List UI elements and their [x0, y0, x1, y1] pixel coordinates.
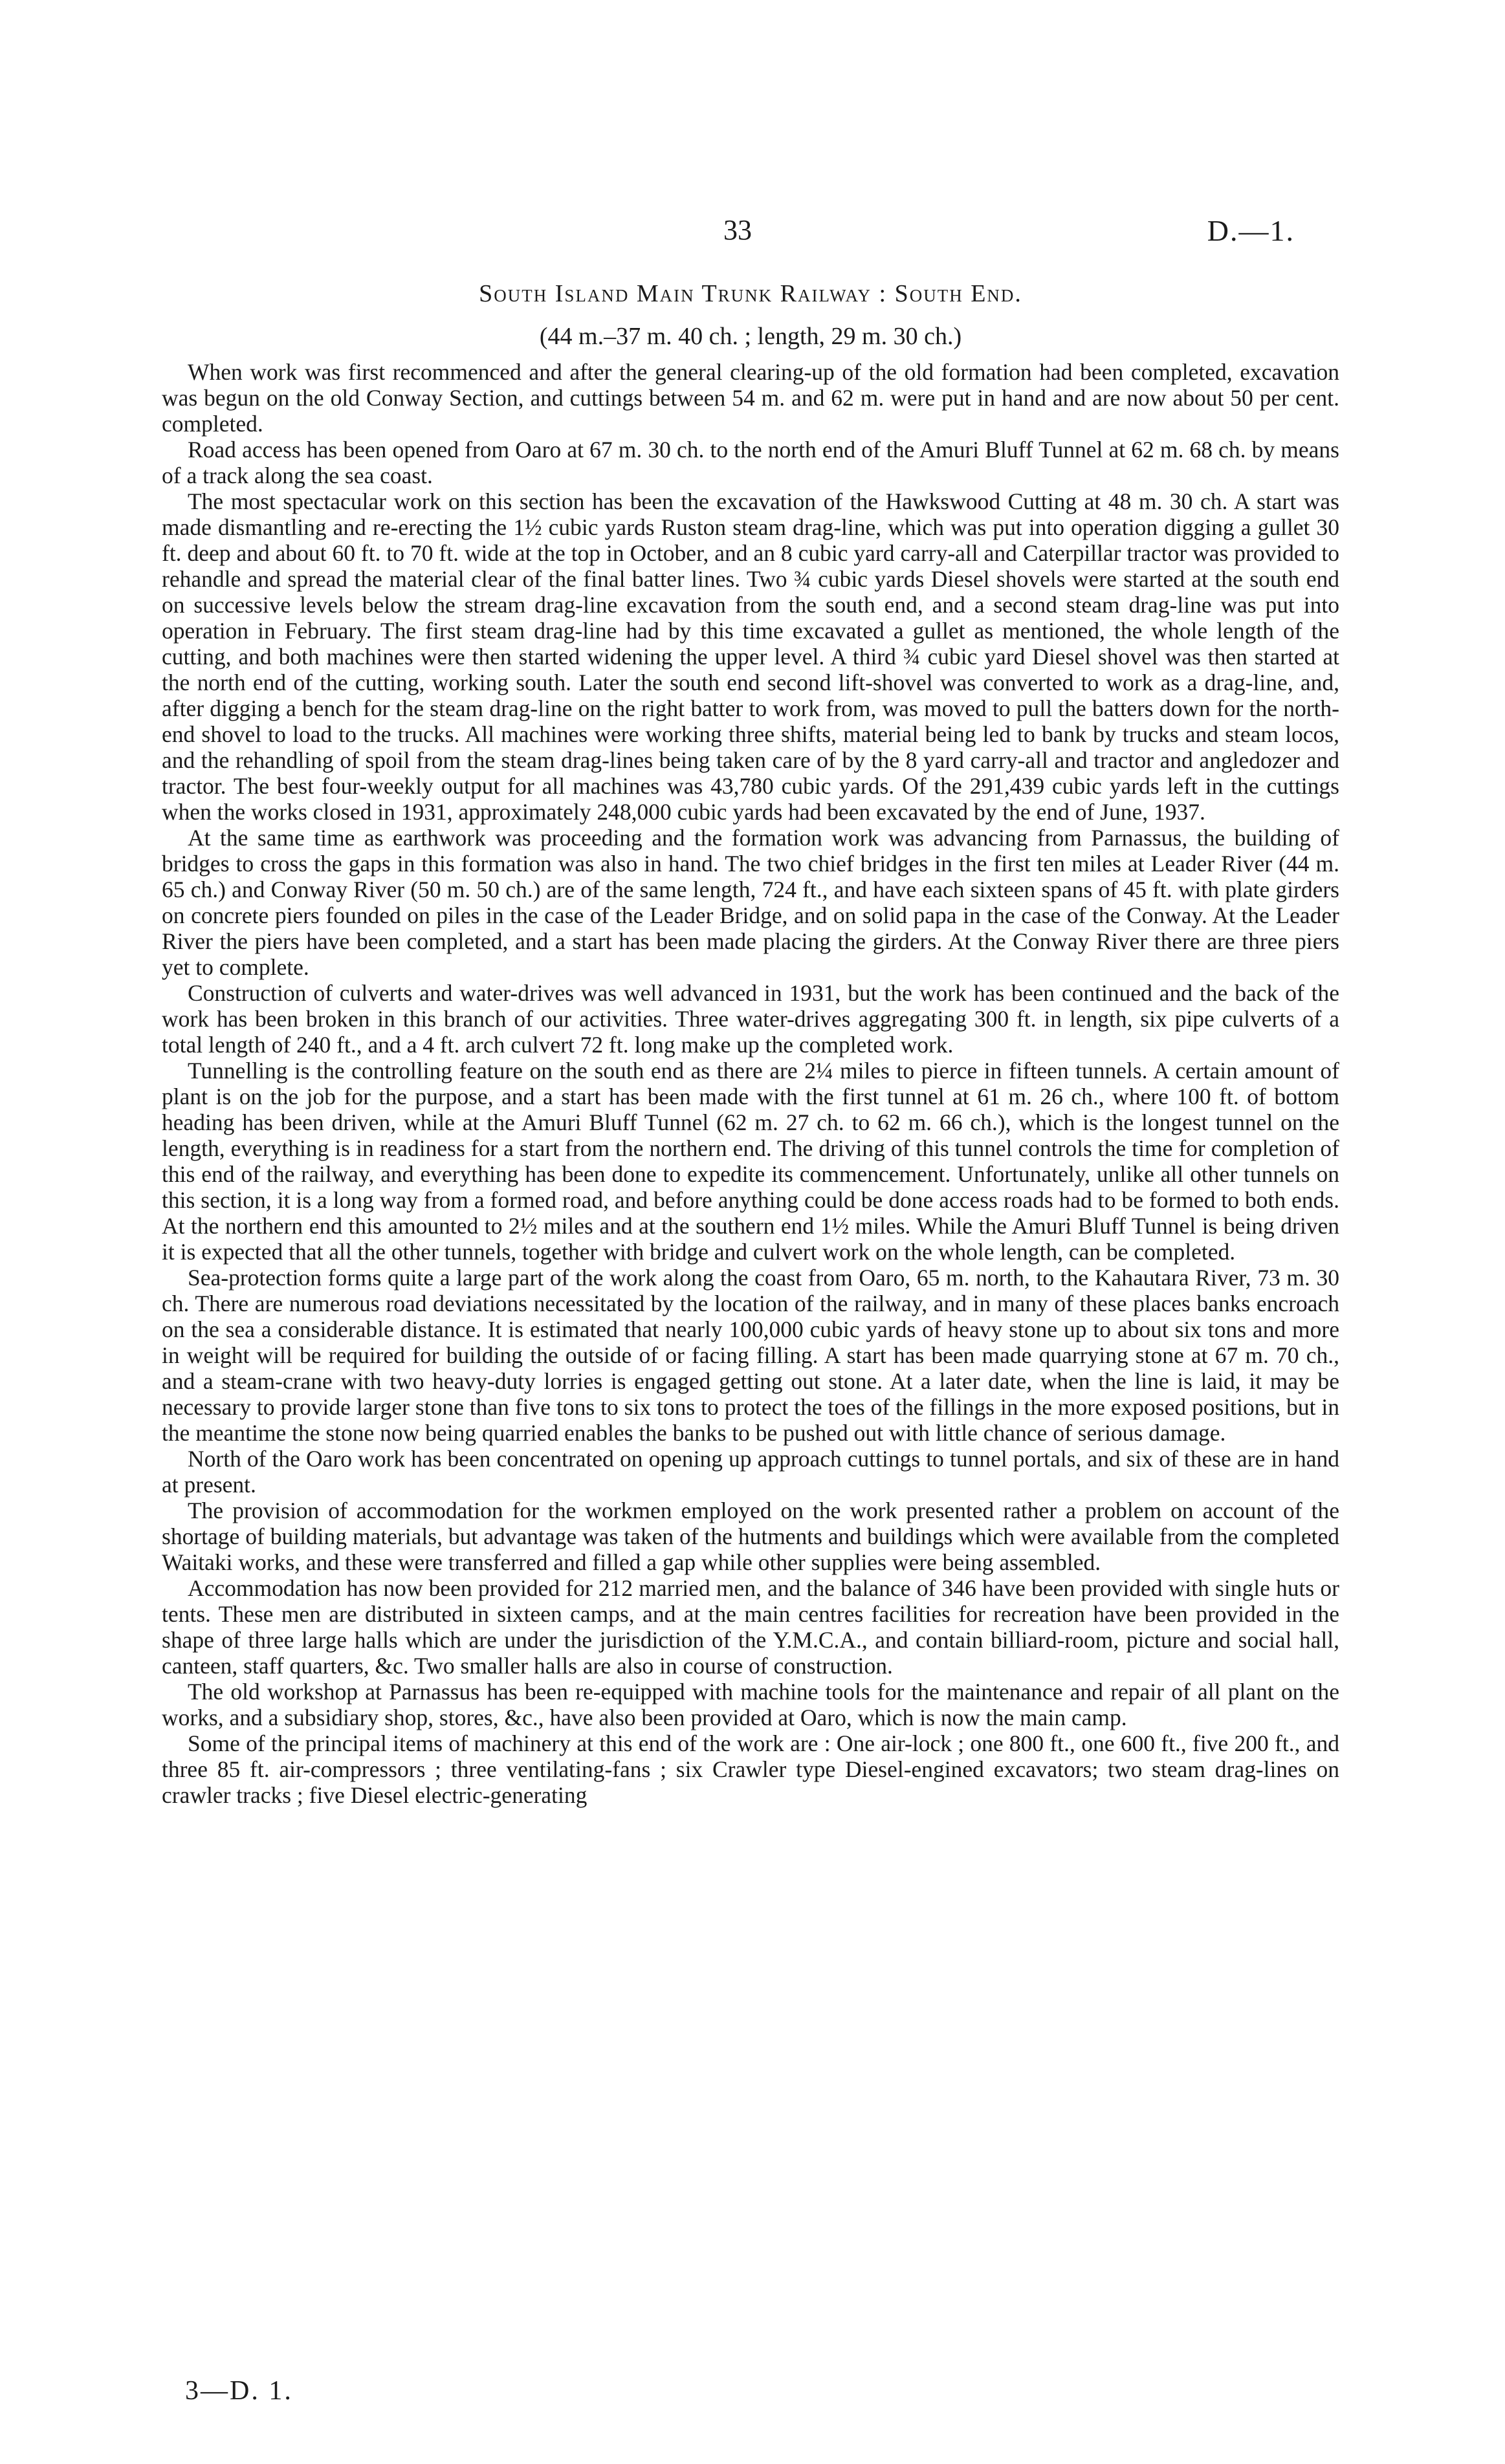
paragraph: Some of the principal items of machinery at this end of the work are : One air-lock ; one 800 ft., one 600 ft., five 200 ft., and three 85 ft. air-compressors ; three ventilating-fans ; six Crawler type Diesel-engined excavators; two steam drag-lines on crawler tracks ; five Diesel electric-generating — [162, 1730, 1339, 1808]
paragraph: Sea-protection forms quite a large part of the work along the coast from Oaro, 65 m. north, to the Kahautara River, 73 m. 30 ch. There are numerous road deviations necessitated by the location of the railway, and in many of these places banks encroach on the sea a considerable distance. It is estimated that nearly 100,000 cubic yards of heavy stone up to about six tons and more in weight will be required for building the outside of or facing filling. A start has been made quarrying stone at 67 m. 70 ch., and a steam-crane with two heavy-duty lorries is engaged getting out stone. At a later date, when the line is laid, it may be necessary to provide larger stone than five tons to six tons to protect the toes of the fillings in the more exposed positions, but in the meantime the stone now being quarried enables the banks to be pushed out with little chance of serious damage. — [162, 1265, 1339, 1446]
page-number: 33 — [723, 214, 752, 246]
paragraph: At the same time as earthwork was proceeding and the formation work was advancing from Parnassus, the building of bridges to cross the gaps in this formation was also in hand. The two chief bridges in the first ten miles at Leader River (44 m. 65 ch.) and Conway River (50 m. 50 ch.) are of the same length, 724 ft., and have each sixteen spans of 45 ft. with plate girders on concrete piers founded on piles in the case of the Leader Bridge, and on solid papa in the case of the Conway. At the Leader River the piers have been completed, and a start has been made placing the girders. At the Conway River there are three piers yet to complete. — [162, 825, 1339, 980]
section-heading: South Island Main Trunk Railway : South End. — [479, 280, 1022, 307]
document-reference: D.—1. — [1207, 214, 1295, 247]
paragraph: The provision of accommodation for the workmen employed on the work presented rather a problem on account of the shortage of building materials, but advantage was taken of the hutments and buildings which were available from the completed Waitaki works, and these were transferred and filled a gap while other supplies were being assembled. — [162, 1498, 1339, 1575]
paragraph: Road access has been opened from Oaro at 67 m. 30 ch. to the north end of the Amuri Bluff Tunnel at 62 m. 68 ch. by means of a track along the sea coast. — [162, 437, 1339, 488]
paragraph: Tunnelling is the controlling feature on the south end as there are 2¼ miles to pierce in fifteen tunnels. A certain amount of plant is on the job for the purpose, and a start has been made with the first tunnel at 61 m. 26 ch., where 100 ft. of bottom heading has been driven, while at the Amuri Bluff Tunnel (62 m. 27 ch. to 62 m. 66 ch.), which is the longest tunnel on the length, everything is in readiness for a start from the northern end. The driving of this tunnel controls the time for completion of this end of the railway, and everything has been done to expedite its commencement. Unfortunately, unlike all other tunnels on this section, it is a long way from a formed road, and before anything could be done access roads had to be formed to both ends. At the northern end this amounted to 2½ miles and at the southern end 1½ miles. While the Amuri Bluff Tunnel is being driven it is expected that all the other tunnels, together with bridge and culvert work on the whole length, can be completed. — [162, 1058, 1339, 1265]
paragraph: The old workshop at Parnassus has been re-equipped with machine tools for the maintenance and repair of all plant on the works, and a subsidiary shop, stores, &c., have also been provided at Oaro, which is now the main camp. — [162, 1679, 1339, 1730]
body-text — [162, 359, 1339, 1808]
paragraph: Construction of culverts and water-drives was well advanced in 1931, but the work has been continued and the back of the work has been broken in this branch of our activities. Three water-drives aggregating 300 ft. in length, six pipe culverts of a total length of 240 ft., and a 4 ft. arch culvert 72 ft. long make up the completed work. — [162, 980, 1339, 1058]
section-subheading: (44 m.–37 m. 40 ch. ; length, 29 m. 30 ch.) — [539, 323, 962, 350]
paragraph: Accommodation has now been provided for 212 married men, and the balance of 346 have been provided with single huts or tents. These men are distributed in sixteen camps, and at the main centres facilities for recreation have been provided in the shape of three large halls which are under the jurisdiction of the Y.M.C.A., and contain billiard-room, picture and social hall, canteen, staff quarters, &c. Two smaller halls are also in course of construction. — [162, 1575, 1339, 1679]
paragraph: The most spectacular work on this section has been the excavation of the Hawkswood Cutting at 48 m. 30 ch. A start was made dismantling and re-erecting the 1½ cubic yards Ruston steam drag-line, which was put into operation digging a gullet 30 ft. deep and about 60 ft. to 70 ft. wide at the top in October, and an 8 cubic yard carry-all and Caterpillar tractor was provided to rehandle and spread the material clear of the final batter lines. Two ¾ cubic yards Diesel shovels were started at the south end on successive levels below the stream drag-line excavation from the south end, and a second steam drag-line was put into operation in February. The first steam drag-line had by this time excavated a gullet as mentioned, the whole length of the cutting, and both machines were then started widening the upper level. A third ¾ cubic yard Diesel shovel was then started at the north end of the cutting, working south. Later the south end second lift-shovel was converted to work as a drag-line, and, after digging a bench for the steam drag-line on the right batter to work from, was moved to pull the batters down for the north-end shovel to load to the trucks. All machines were working three shifts, material being led to bank by trucks and steam locos, and the rehandling of spoil from the steam drag-lines being taken care of by the 8 yard carry-all and tractor and angledozer and tractor. The best four-weekly output for all machines was 43,780 cubic yards. Of the 291,439 cubic yards left in the cuttings when the works closed in 1931, approximately 248,000 cubic yards had been excavated by the end of June, 1937. — [162, 488, 1339, 825]
sheet-mark: 3—D. 1. — [185, 2376, 293, 2406]
paragraph: When work was first recommenced and after the general clearing-up of the old formation had been completed, excavation was begun on the old Conway Section, and cuttings between 54 m. and 62 m. were put in hand and are now about 50 per cent. completed. — [162, 359, 1339, 437]
paragraph: North of the Oaro work has been concentrated on opening up approach cuttings to tunnel portals, and six of these are in hand at present. — [162, 1446, 1339, 1498]
